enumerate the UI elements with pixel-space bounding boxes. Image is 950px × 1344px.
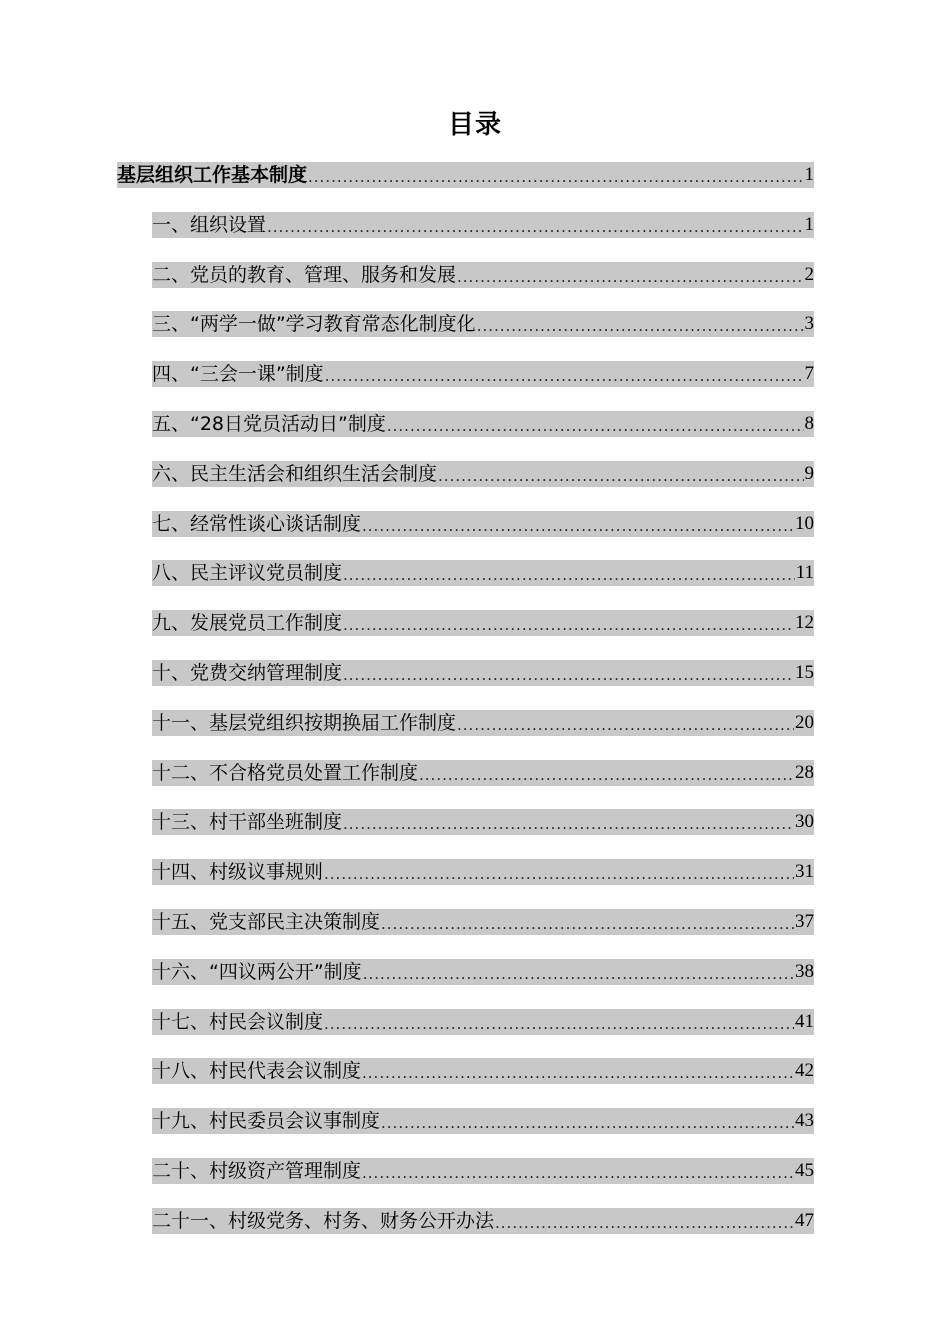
toc-section-entry[interactable] [152,511,814,537]
toc-page-number: 10 [795,513,814,534]
toc-entry-label: 八、民主评议党员制度 [152,562,343,584]
toc-dot-leader [267,216,803,238]
toc-section-entry[interactable] [152,411,814,437]
toc-entry-label: 基层组织工作基本制度 [117,164,308,186]
toc-page-number: 15 [795,662,814,683]
toc-entry-label: 七、经常性谈心谈话制度 [152,513,362,535]
toc-page-number: 37 [795,911,814,932]
toc-entry-label: 十、党费交纳管理制度 [152,662,343,684]
toc-dot-leader [325,365,804,387]
toc-section-entry[interactable] [152,660,814,686]
toc-dot-leader [477,315,804,337]
toc-section-entry[interactable] [152,361,814,387]
toc-dot-leader [457,714,794,736]
toc-dot-leader [343,813,794,835]
toc-page-number: 11 [795,562,814,583]
toc-page-number: 9 [804,463,814,484]
toc-section-entry[interactable] [152,461,814,487]
toc-entry-label: 十九、村民委员会议事制度 [152,1110,381,1132]
toc-dot-leader [363,963,794,985]
toc-section-entry[interactable] [152,710,814,736]
toc-page-number: 1 [804,214,814,235]
toc-page-number: 1 [804,164,814,185]
toc-dot-leader [362,1062,794,1084]
toc-page-number: 2 [804,264,814,285]
toc-page-number: 45 [795,1160,814,1181]
toc-dot-leader [362,515,794,537]
toc-section-entry[interactable] [152,959,814,985]
toc-entry-label: 一、组织设置 [152,214,267,236]
toc-entry-label: 五、“28日党员活动日”制度 [152,413,386,435]
toc-page-number: 30 [795,811,814,832]
toc-dot-leader [324,863,794,885]
toc-title: 目录 [447,110,502,140]
toc-page-number: 3 [804,313,814,334]
toc-dot-leader [324,1013,794,1035]
toc-section-entry[interactable] [152,1158,814,1184]
toc-dot-leader [308,166,803,188]
toc-section-entry[interactable] [152,760,814,786]
toc-dot-leader [362,1162,794,1184]
toc-dot-leader [343,564,795,586]
toc-section-entry[interactable] [152,1058,814,1084]
toc-chapter-entry[interactable] [117,162,814,188]
toc-section-entry[interactable] [152,262,814,288]
toc-page-number: 38 [795,961,814,982]
toc-dot-leader [457,266,803,288]
toc-page-number: 12 [795,612,814,633]
toc-page-number: 41 [795,1011,814,1032]
toc-entry-label: 十八、村民代表会议制度 [152,1060,362,1082]
toc-dot-leader [381,913,794,935]
toc-section-entry[interactable] [152,560,814,586]
toc-page-number: 20 [795,712,814,733]
toc-section-entry[interactable] [152,859,814,885]
toc-page-number: 8 [804,413,814,434]
toc-section-entry[interactable] [152,311,814,337]
toc-section-entry[interactable] [152,1108,814,1134]
toc-entry-label: 二、党员的教育、管理、服务和发展 [152,264,457,286]
toc-entry-label: 六、民主生活会和组织生活会制度 [152,463,438,485]
toc-page-number: 47 [795,1210,814,1231]
toc-page-number: 31 [795,861,814,882]
toc-section-entry[interactable] [152,212,814,238]
toc-dot-leader [381,1112,794,1134]
toc-dot-leader [495,1212,794,1234]
toc-entry-label: 三、“两学一做”学习教育常态化制度化 [152,313,476,335]
toc-entry-label: 四、“三会一课”制度 [152,363,324,385]
toc-section-entry[interactable] [152,1009,814,1035]
toc-dot-leader [343,614,794,636]
toc-entry-label: 十一、基层党组织按期换届工作制度 [152,712,457,734]
toc-entry-label: 十四、村级议事规则 [152,861,324,883]
toc-dot-leader [387,415,804,437]
toc-dot-leader [343,664,794,686]
toc-dot-leader [438,465,803,487]
toc-page-number: 43 [795,1110,814,1131]
toc-entry-label: 十三、村干部坐班制度 [152,811,343,833]
toc-dot-leader [419,764,794,786]
toc-section-entry[interactable] [152,1208,814,1234]
toc-entry-label: 十二、不合格党员处置工作制度 [152,762,419,784]
toc-section-entry[interactable] [152,909,814,935]
toc-section-entry[interactable] [152,610,814,636]
toc-entry-label: 十五、党支部民主决策制度 [152,911,381,933]
toc-page-number: 28 [795,762,814,783]
toc-entry-label: 九、发展党员工作制度 [152,612,343,634]
toc-entry-label: 十七、村民会议制度 [152,1011,324,1033]
toc-page-number: 42 [795,1060,814,1081]
toc-page-number: 7 [804,363,814,384]
toc-entry-label: 十六、“四议两公开”制度 [152,961,362,983]
toc-entry-label: 二十一、村级党务、村务、财务公开办法 [152,1210,495,1232]
toc-entry-label: 二十、村级资产管理制度 [152,1160,362,1182]
toc-section-entry[interactable] [152,809,814,835]
